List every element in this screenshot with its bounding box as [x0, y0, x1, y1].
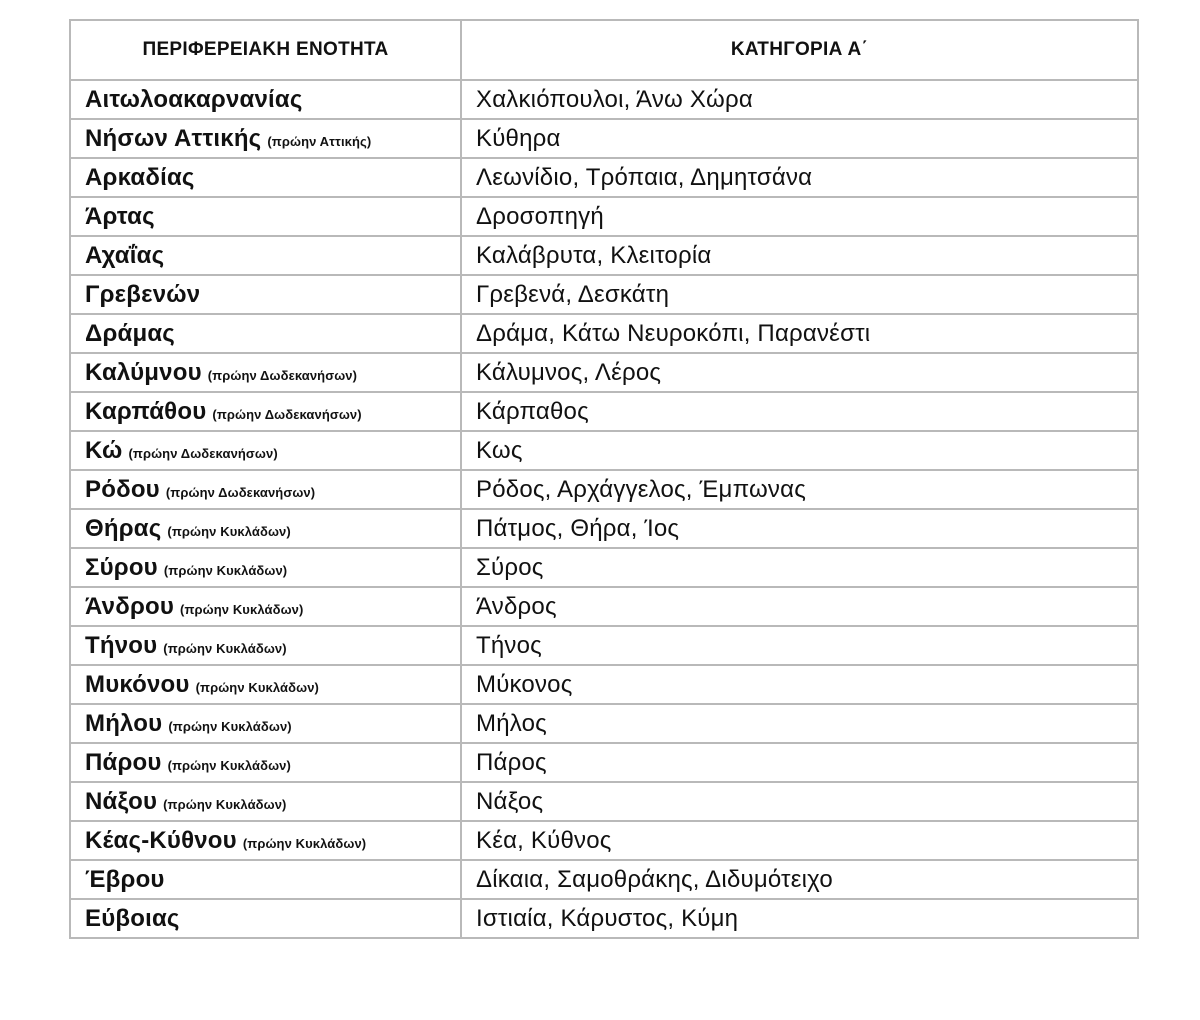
region-former-note: (πρώην Κυκλάδων): [163, 640, 287, 656]
table-row: [70, 275, 1138, 314]
table-row: [70, 431, 1138, 470]
header-category: ΚΑΤΗΓΟΡΙΑ Α΄: [461, 20, 1138, 80]
region-name: Κώ: [85, 436, 123, 464]
category-a-towns-cell: Κως: [461, 431, 1138, 470]
category-a-towns-cell: Τήνος: [461, 626, 1138, 665]
region-name: Θήρας: [85, 514, 162, 542]
category-a-towns-cell: Κέα, Κύθνος: [461, 821, 1138, 860]
region-cell: [70, 548, 461, 587]
region-cell: [70, 470, 461, 509]
region-former-note: (πρώην Κυκλάδων): [180, 601, 304, 617]
region-name: Έβρου: [85, 865, 165, 893]
region-cell: [70, 314, 461, 353]
region-former-note: (πρώην Δωδεκανήσων): [212, 406, 362, 422]
category-a-towns-cell: Χαλκιόπουλοι, Άνω Χώρα: [461, 80, 1138, 119]
region-former-note: (πρώην Δωδεκανήσων): [207, 367, 358, 383]
region-name: Καρπάθου: [85, 397, 207, 425]
category-a-towns-cell: Πάρος: [461, 743, 1138, 782]
region-cell: [70, 236, 461, 275]
table-row: [70, 392, 1138, 431]
region-cell: [70, 509, 461, 548]
table-row: [70, 626, 1138, 665]
category-a-towns-cell: Σύρος: [461, 548, 1138, 587]
region-name: Αχαΐας: [85, 241, 165, 269]
region-cell: [70, 431, 461, 470]
region-name: Νάξου: [85, 787, 158, 815]
table-body: [70, 80, 1138, 938]
table-row: [70, 704, 1138, 743]
region-cell: [70, 821, 461, 860]
region-cell: [70, 899, 461, 938]
table-row: [70, 314, 1138, 353]
category-a-towns-cell: Κάρπαθος: [461, 392, 1138, 431]
category-a-towns-cell: Καλάβρυτα, Κλειτορία: [461, 236, 1138, 275]
category-a-towns-cell: Νάξος: [461, 782, 1138, 821]
region-name: Νήσων Αττικής: [85, 124, 262, 152]
region-former-note: (πρώην Δωδεκανήσων): [165, 484, 316, 500]
region-former-note: (πρώην Κυκλάδων): [168, 718, 292, 734]
region-former-note: (πρώην Αττικής): [267, 133, 372, 149]
table-row: [70, 743, 1138, 782]
category-a-towns-cell: Μήλος: [461, 704, 1138, 743]
region-former-note: (πρώην Κυκλάδων): [167, 757, 291, 773]
region-cell: [70, 392, 461, 431]
category-a-towns-cell: Ρόδος, Αρχάγγελος, Έμπωνας: [461, 470, 1138, 509]
region-name: Πάρου: [85, 748, 162, 776]
region-name: Αιτωλοακαρνανίας: [85, 85, 303, 113]
region-cell: [70, 353, 461, 392]
region-name: Άρτας: [85, 202, 155, 230]
region-name: Άνδρου: [85, 592, 175, 620]
document-page: [69, 19, 1137, 939]
regions-table: [69, 19, 1139, 939]
region-cell: [70, 80, 461, 119]
region-cell: [70, 587, 461, 626]
table-row: [70, 782, 1138, 821]
region-name: Σύρου: [85, 553, 158, 581]
region-cell: [70, 782, 461, 821]
region-cell: [70, 704, 461, 743]
region-cell: [70, 158, 461, 197]
table-row: [70, 587, 1138, 626]
region-cell: [70, 626, 461, 665]
table-row: [70, 158, 1138, 197]
category-a-towns-cell: Πάτμος, Θήρα, Ίος: [461, 509, 1138, 548]
table-row: [70, 821, 1138, 860]
region-cell: [70, 743, 461, 782]
region-former-note: (πρώην Κυκλάδων): [195, 679, 319, 695]
category-a-towns-cell: Λεωνίδιο, Τρόπαια, Δημητσάνα: [461, 158, 1138, 197]
table-row: [70, 860, 1138, 899]
region-name: Δράμας: [85, 319, 175, 347]
category-a-towns-cell: Γρεβενά, Δεσκάτη: [461, 275, 1138, 314]
region-name: Γρεβενών: [85, 280, 201, 308]
region-former-note: (πρώην Κυκλάδων): [242, 835, 367, 851]
region-name: Μήλου: [85, 709, 163, 737]
table-row: [70, 236, 1138, 275]
region-cell: [70, 119, 461, 158]
region-cell: [70, 860, 461, 899]
table-row: [70, 470, 1138, 509]
category-a-towns-cell: Κύθηρα: [461, 119, 1138, 158]
region-cell: [70, 665, 461, 704]
region-cell: [70, 275, 461, 314]
category-a-towns-cell: Δίκαια, Σαμοθράκης, Διδυμότειχο: [461, 860, 1138, 899]
region-name: Εύβοιας: [85, 904, 180, 932]
table-row: [70, 899, 1138, 938]
region-former-note: (πρώην Κυκλάδων): [163, 562, 288, 578]
region-name: Ρόδου: [85, 475, 160, 503]
table-row: [70, 197, 1138, 236]
region-cell: [70, 197, 461, 236]
region-name: Τήνου: [85, 631, 158, 659]
table-row: [70, 665, 1138, 704]
region-name: Αρκαδίας: [85, 163, 195, 191]
table-header-row: [70, 20, 1138, 80]
region-former-note: (πρώην Κυκλάδων): [167, 523, 291, 539]
region-name: Καλύμνου: [85, 358, 202, 386]
table-row: [70, 119, 1138, 158]
header-region: ΠΕΡΙΦΕΡΕΙΑΚΗ ΕΝΟΤΗΤΑ: [70, 20, 461, 80]
table-row: [70, 509, 1138, 548]
category-a-towns-cell: Δροσοπηγή: [461, 197, 1138, 236]
category-a-towns-cell: Κάλυμνος, Λέρος: [461, 353, 1138, 392]
category-a-towns-cell: Δράμα, Κάτω Νευροκόπι, Παρανέστι: [461, 314, 1138, 353]
region-former-note: (πρώην Δωδεκανήσων): [128, 445, 278, 461]
table-row: [70, 548, 1138, 587]
region-name: Κέας-Κύθνου: [85, 826, 237, 854]
category-a-towns-cell: Μύκονος: [461, 665, 1138, 704]
table-row: [70, 80, 1138, 119]
region-name: Μυκόνου: [85, 670, 190, 698]
region-former-note: (πρώην Κυκλάδων): [163, 796, 287, 812]
category-a-towns-cell: Ιστιαία, Κάρυστος, Κύμη: [461, 899, 1138, 938]
table-row: [70, 353, 1138, 392]
category-a-towns-cell: Άνδρος: [461, 587, 1138, 626]
